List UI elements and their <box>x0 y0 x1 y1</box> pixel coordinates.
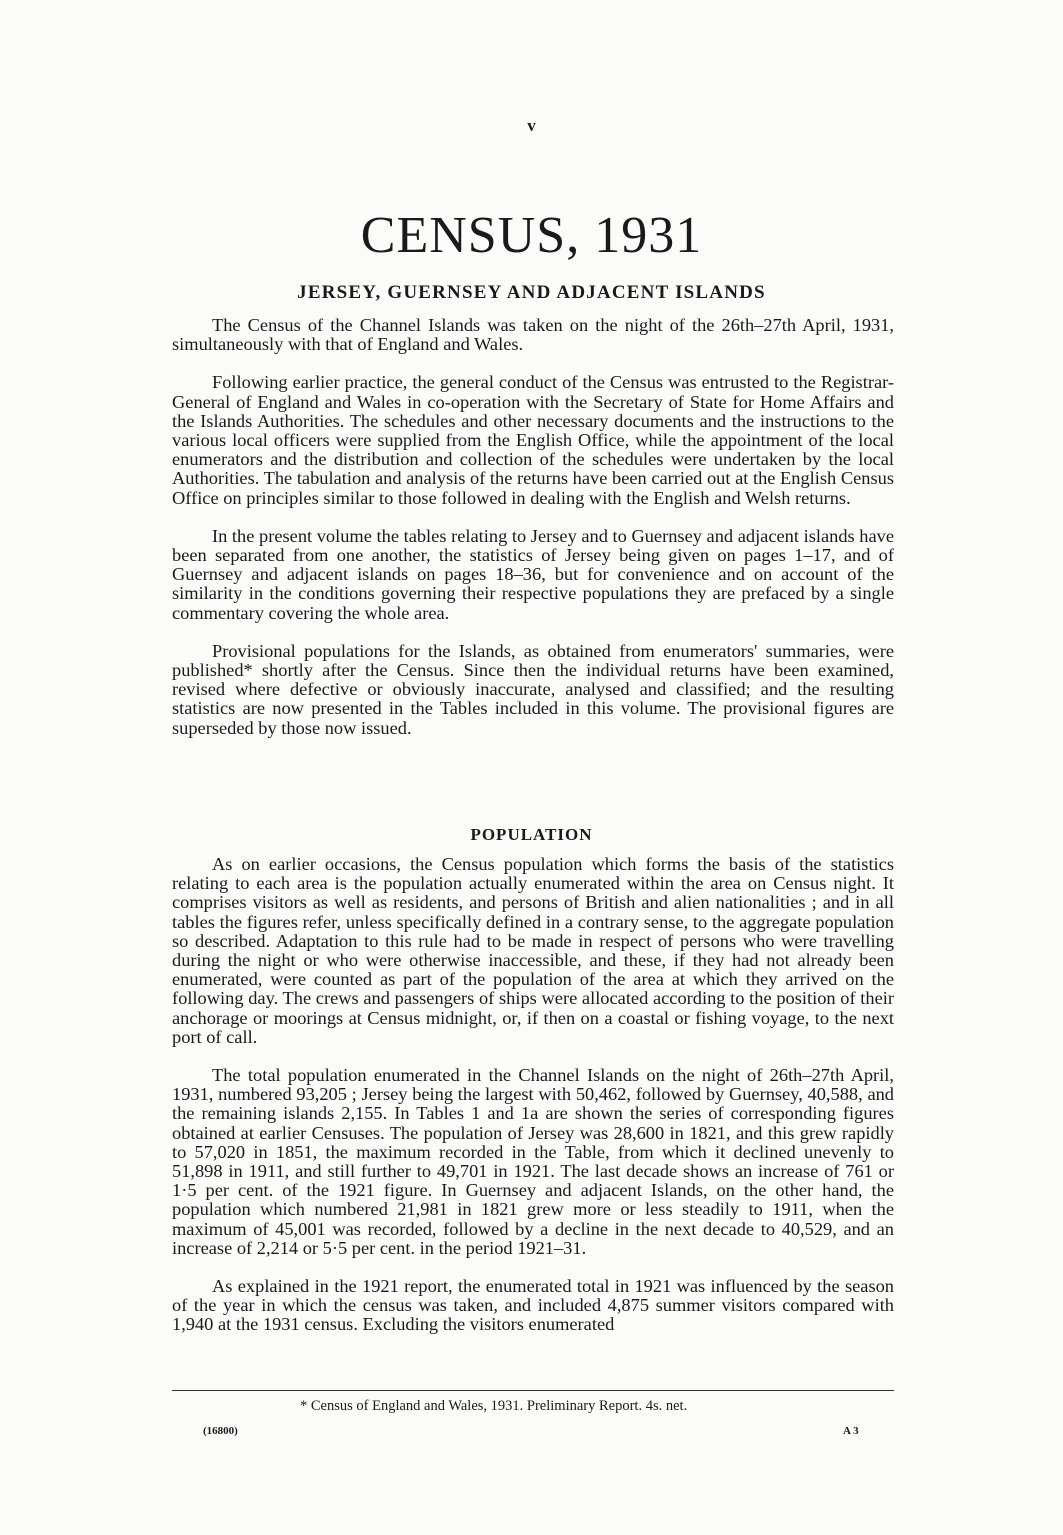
paragraph: The Census of the Channel Islands was taken on the night of the 26th–27th April, 1931, simultaneously with that of England and Wales. <box>172 315 894 355</box>
paragraph: As on earlier occasions, the Census population which forms the basis of the statistics relating to each area is the population actually enumerated within the area on Census night. It comprises visitors as well as residents, and persons of British and alien nationalities ; and in all tables the figures refer, unless specifically defined in a contrary sense, to the aggregate population so described. Adaptation to this rule had to be made in respect of persons who were travelling during the night or who were otherwise inaccessible, and these, if they had not already been enumerated, were counted as part of the population of the area at which they arrived on the following day. The crews and passengers of ships were allocated according to the position of their anchorage or moorings at Census midnight, or, if then on a coastal or fishing voyage, to the next port of call. <box>172 854 894 1047</box>
signature-mark: A 3 <box>843 1425 859 1437</box>
population-section <box>172 855 894 1335</box>
page-number: v <box>527 116 536 135</box>
intro-section <box>172 316 894 738</box>
paragraph: Provisional populations for the Islands, as obtained from enumerators' summaries, were published* shortly after the Census. Since then the individual returns have been examined, revised where defective or obviously inaccurate, analysed and classified; and the resulting statistics are now presented in the Tables included in this volume. The provisional figures are superseded by those now issued. <box>172 640 894 738</box>
section-heading: POPULATION <box>470 825 593 844</box>
footnote: * Census of England and Wales, 1931. Preliminary Report. 4s. net. <box>300 1398 688 1414</box>
paragraph: In the present volume the tables relating to Jersey and to Guernsey and adjacent islands have been separated from one another, the statistics of Jersey being given on pages 1–17, and of Guernsey and adjacent islands on pages 18–36, but for convenience and on account of the similarity in the conditions governing their respective populations they are prefaced by a single commentary covering the whole area. <box>172 525 894 623</box>
page-subtitle: JERSEY, GUERNSEY AND ADJACENT ISLANDS <box>297 282 766 303</box>
print-code: (16800) <box>203 1425 238 1437</box>
footnote-divider <box>172 1390 894 1391</box>
paragraph: As explained in the 1921 report, the enumerated total in 1921 was influenced by the season of the year in which the census was taken, and included 4,875 summer visitors compared with 1,940 at the 1931 census. Excluding the visitors enumerated <box>172 1276 894 1335</box>
paragraph: The total population enumerated in the Channel Islands on the night of 26th–27th April, 1931, numbered 93,205 ; Jersey being the largest with 50,462, followed by Guernsey, 40,588, and the remaining islands 2,155. In Tables 1 and 1a are shown the series of corresponding figures obtained at earlier Censuses. The population of Jersey was 28,600 in 1821, and this grew rapidly to 57,020 in 1851, the maximum recorded in the Table, from which it declined unevenly to 51,898 in 1911, and still further to 49,701 in 1921. The last decade shows an increase of 761 or 1·5 per cent. of the 1921 figure. In Guernsey and adjacent Islands, on the other hand, the population which numbered 21,981 in 1821 grew more or less steadily to 1911, when the maximum of 45,001 was recorded, followed by a decline in the next decade to 40,529, and an increase of 2,214 or 5·5 per cent. in the period 1921–31. <box>172 1065 894 1258</box>
page-title: CENSUS, 1931 <box>360 207 703 264</box>
paragraph: Following earlier practice, the general conduct of the Census was entrusted to the Registrar-General of England and Wales in co-operation with the Secretary of State for Home Affairs and the Islands Authorities. The schedules and other necessary documents and the instructions to the various local officers were supplied from the English Office, while the appointment of the local enumerators and the distribution and collection of the schedules were undertaken by the local Authorities. The tabulation and analysis of the returns have been carried out at the English Census Office on principles similar to those followed in dealing with the English and Welsh returns. <box>172 372 894 508</box>
